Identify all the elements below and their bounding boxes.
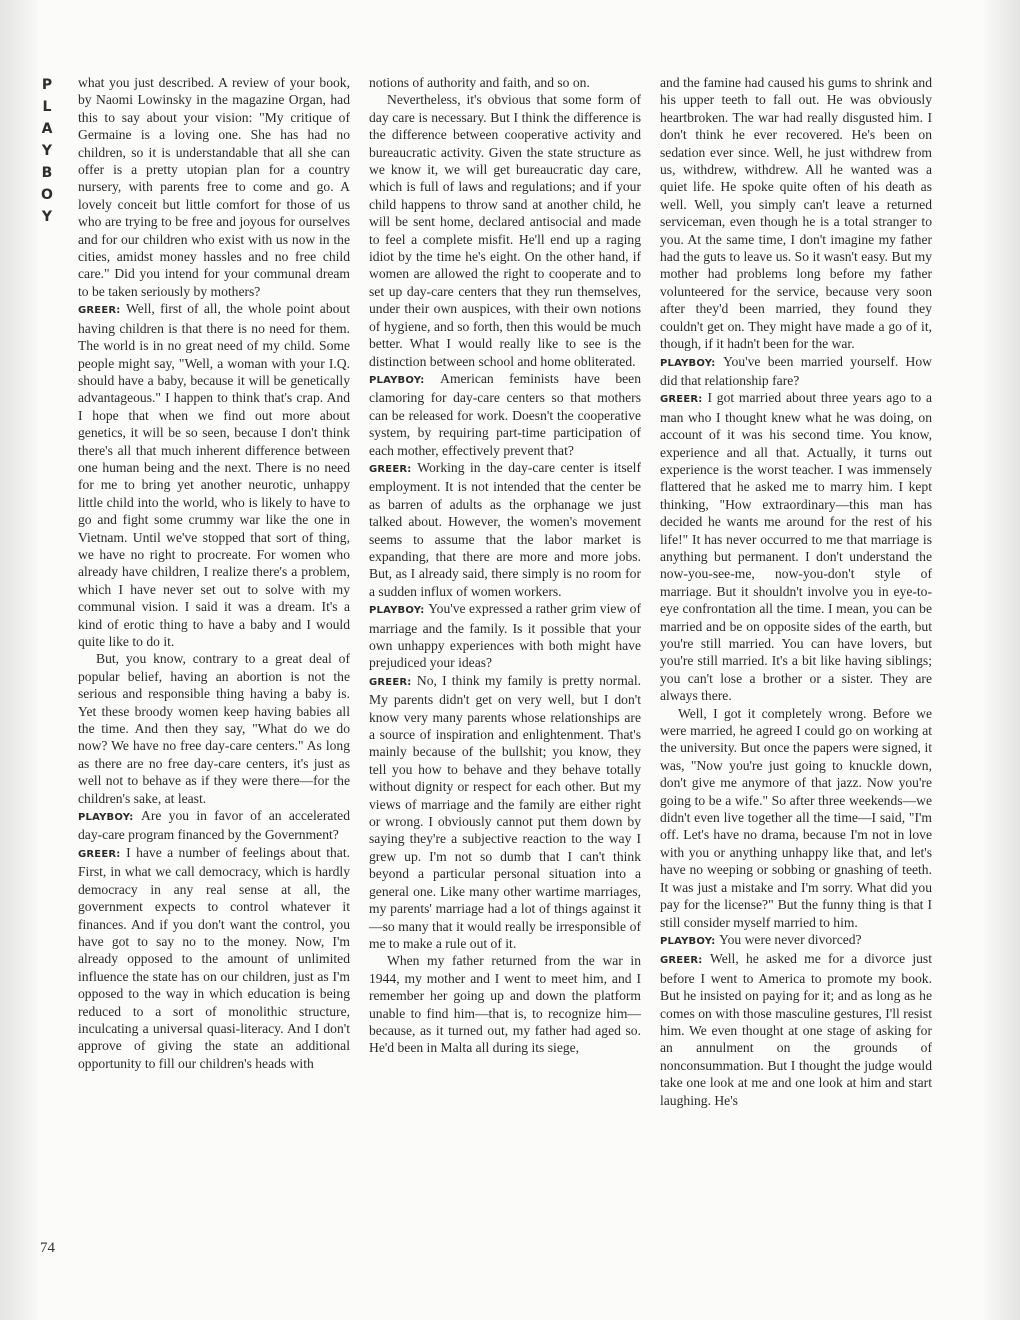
paragraph-text: Well, he asked me for a divorce just before I went to America to promote my book. But he insisted on paying for it; and as long as he comes on with those masculine gestures, I'll resist him. We even thought at one stage of asking for an annulment on the grounds of nonconsummation. But I thought the judge would take one look at me and one look at him and start laughing. He's [660, 951, 932, 1108]
paragraph-text: Nevertheless, it's obvious that some form of day care is necessary. But I think the difference is the difference between cooperative activity and bureaucratic activity. Given the state structure as we know it, we will get bureaucratic day care, which is full of laws and regulations; and if your child happens to throw sand at another child, he will be sent home, declared antisocial and made to feel a complete misfit. He'll end up a raging idiot by the time he's eight. On the other hand, if women are allowed the right to cooperate and to set up day-care centers that they run themselves, under their own auspices, with their own notions of hygiene, and so forth, then this would be much better. What I would really like to see is the distinction between school and home obliterated. [369, 92, 641, 369]
paragraph [78, 844, 350, 1072]
paragraph-text: Are you in favor of an accelerated day-care program financed by the Government? [78, 808, 350, 843]
paragraph-text: Working in the day-care center is itself employment. It is not intended that the center be as barren of adults as the orphanage we just talked about. However, the women's movement seems to assume that the labor market is expanding, that there are more and more jobs. But, as I already said, there simply is no room for a sudden influx of women workers. [369, 459, 641, 599]
paragraph [369, 600, 641, 672]
paragraph-text: You've expressed a rather grim view of marriage and the family. Is it possible that your own unhappy experiences with both might have prejudiced your ideas? [369, 601, 641, 671]
speaker-label: GREER: [369, 463, 418, 475]
paragraph-text: what you just described. A review of your book, by Naomi Lowinsky in the magazine Organ, had this to say about your vision: "My critique of Germaine is a loving one. She has had no children, so it is understandable that all she can offer is a pretty utopian plan for a country nursery, with parents free to come and go. A lovely conceit but little comfort for those of us who are trying to be free and joyous for ourselves and for our children who exist with us now in the cities, amidst money hassles and no free child care." Did you intend for your communal dream to be taken seriously by mothers? [78, 75, 350, 299]
paragraph [78, 300, 350, 650]
paragraph [369, 74, 641, 91]
paragraph-text: No, I think my family is pretty normal. My parents didn't get on very well, but I don't know very many parents whose relationships are a source of inspiration and enlightenment. That's mainly because of the bullshit; you know, they tell you how to behave and they behave totally without dignity or respect for each other. But my views of marriage and the family are either right or wrong. I obviously cannot put them down by saying they're a subjective reaction to the way I grew up. I'm not so dumb that I can't think beyond a particular personal situation into a general one. Like many other wartime marriages, my parents' marriage had a lot of things against it—so many that it would really be irresponsible of me to make a rule out of it. [369, 672, 641, 951]
column-3 [660, 74, 932, 1109]
paragraph [369, 370, 641, 459]
column-2 [369, 74, 641, 1057]
paragraph [660, 389, 932, 704]
paragraph-text: American feminists have been clamoring for day-care centers so that mothers can be released for work. Doesn't the cooperative system, by requiring part-time participation of each mother, effectively prevent that? [369, 370, 641, 458]
speaker-label: PLAYBOY: [369, 374, 441, 386]
speaker-label: PLAYBOY: [660, 935, 720, 947]
paragraph-text: Well, first of all, the whole point about having children is that there is no need for them. The world is in no great need of my child. Some people might say, "Well, a woman with your I.Q. should have a baby, because it will be genetically advantageous." I happen to think that's crap. And I hope that when we find out more about genetics, it will be so seen, because I don't think there's all that much inherent difference between one human being and the next. There is no need for me to bring yet another neurotic, unhappy little child into the world, who is likely to have to go and fight some crummy war like the one in Vietnam. Until we've stopped that sort of thing, we have no right to procreate. For women who already have children, I realize there's a problem, which I have never set out to solve with my communal vision. I said it was a dream. It's a kind of erotic thing to have a baby and I would quite like to do it. [78, 301, 350, 649]
paragraph-text: When my father returned from the war in 1944, my mother and I went to meet him, and I remember her going up and down the platform unable to find him—that is, to recognize him—because, as it turned out, my father had aged so. He'd been in Malta all during its siege, [369, 953, 641, 1056]
masthead: P L A Y B O Y [41, 77, 53, 225]
speaker-label: PLAYBOY: [660, 357, 724, 369]
paragraph [369, 952, 641, 1056]
paragraph-text: Well, I got it completely wrong. Before we were married, he agreed I could go on working at the university. But once the papers were signed, it was, "Now you're just going to knuckle down, don't give me anymore of that jazz. Now you're going to be a wife." So after three weekends—we didn't even live together all the time—I said, "I'm off. Let's have no drama, because I'm not in love with you or anything unhappy like that, and let's have no weeping or sobbing or gnashing of teeth. It was just a mistake and I'm sorry. What did you pay for the license?" But the funny thing is that I still consider myself married to him. [660, 705, 932, 930]
speaker-label: GREER: [78, 848, 127, 860]
speaker-label: PLAYBOY: [78, 812, 142, 824]
page-edge-right [984, 0, 1020, 1320]
paragraph-text: notions of authority and faith, and so on. [369, 75, 590, 90]
paragraph [369, 672, 641, 953]
paragraph [78, 650, 350, 807]
speaker-label: GREER: [660, 955, 710, 967]
paragraph [78, 807, 350, 844]
paragraph [660, 705, 932, 931]
paragraph-text: I got married about three years ago to a man who I thought knew what he was doing, on account of it was his second time. You know, experience and all that. Actually, it turns out experience is the worst teacher. I was immensely flattered that he asked me to marry him. I kept thinking, "How extraordinary—this man has decided he wants me around for the rest of his life!" It has never occurred to me that marriage is anything but permanent. I don't understand the now-you-see-me, now-you-don't style of marriage. But it shouldn't involve you in eye-to-eye confrontation all the time. I mean, you can be married and be on opposite sides of the earth, but you're still married. You can have lovers, but you're still married. It's a bit like having siblings; you can't lose a brother or a sister. They are always there. [660, 390, 932, 704]
paragraph-text: and the famine had caused his gums to shrink and his upper teeth to fall out. He was obviously heartbroken. The war had really disgusted him. I don't think he ever recovered. He's been on sedation ever since. Well, he just withdrew from us, withdrew, withdrew. All he wanted was a quiet life. He spoke quite often of his death as well. Well, you simply can't leave a returned serviceman, even though he is a total stranger to you. At the same time, I don't imagine my father had the guts to leave us. So it wasn't easy. But my mother had problems long before my father volunteered for the service, because very soon after they'd been married, they found they couldn't get on. They might have made a go of it, though, if it hadn't been for the war. [660, 75, 932, 352]
paragraph [660, 353, 932, 390]
paragraph [660, 931, 932, 950]
speaker-label: GREER: [78, 305, 127, 317]
speaker-label: GREER: [660, 394, 708, 406]
paragraph-text: But, you know, contrary to a great deal of popular belief, having an abortion is not the serious and responsible thing having a baby is. Yet these broody women keep having babies all the time. And then they say, "What do we do now? We have no free day-care centers." As long as there are no free day-care centers, it's just as well not to behave as if they were there—for the children's sake, at least. [78, 651, 350, 806]
page-number: 74 [40, 1240, 55, 1256]
paragraph [660, 950, 932, 1109]
column-1 [78, 74, 350, 1072]
paragraph [660, 74, 932, 353]
paragraph-text: I have a number of feelings about that. First, in what we call democracy, which is hardly democracy in any real sense at all, the government expects to control whatever it finances. And if you don't want the control, you have got to say no to the money. Now, I'm already opposed to the amount of unlimited influence the state has on our children, just as I'm opposed to the way in which education is being reduced to a sort of monolithic structure, inculcating a universal quasi-literacy. And I don't approve of giving the state an additional opportunity to fill our children's heads with [78, 844, 351, 1071]
paragraph [369, 91, 641, 370]
page-edge-left [0, 0, 38, 1320]
speaker-label: PLAYBOY: [369, 605, 429, 617]
paragraph-text: You were never divorced? [719, 931, 862, 947]
paragraph-text: You've been married yourself. How did that relationship fare? [660, 353, 932, 388]
paragraph [369, 459, 641, 600]
speaker-label: GREER: [369, 676, 417, 688]
paragraph [78, 74, 350, 300]
